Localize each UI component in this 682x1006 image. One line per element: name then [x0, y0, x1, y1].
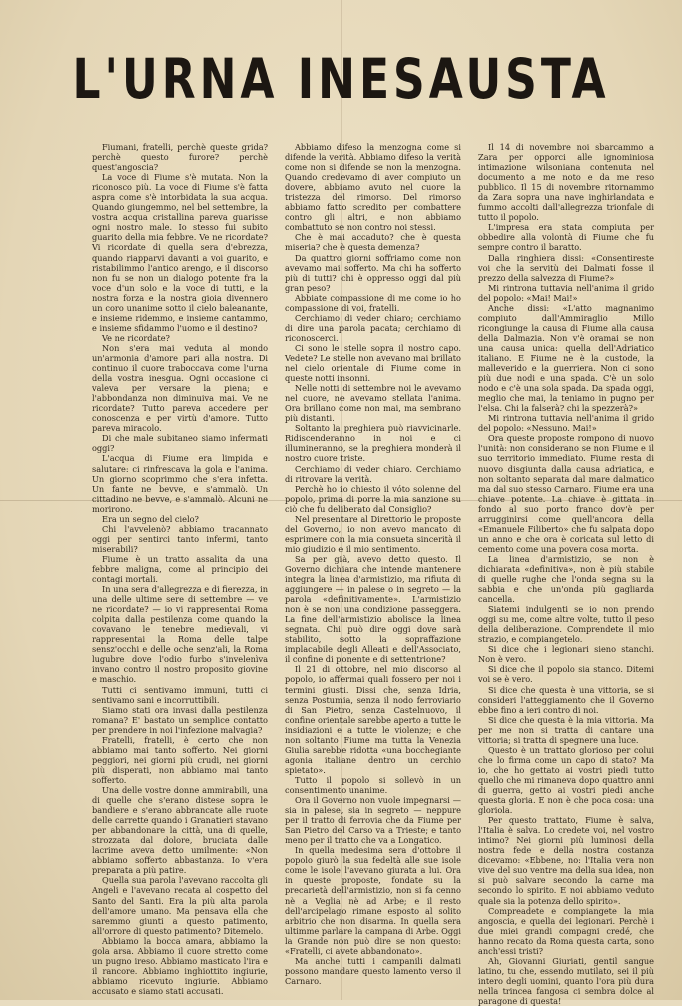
- article-paragraph: Tutti ci sentivamo immuni, tutti ci sentivamo sani e incorruttibili.: [92, 684, 268, 705]
- article-paragraph: Nelle notti di settembre noi le avevamo nel cuore, ne avevamo stellata l'anima. Ora brillano come non mai, ma sembrano più distanti.: [285, 383, 461, 424]
- article-paragraph: Ci sono le stelle sopra il nostro capo. Vedete? Le stelle non avevano mai brillato nel cielo orientale di Fiume come in queste notti insonni.: [285, 342, 461, 384]
- article-paragraph: Non s'era mai veduta al mondo un'armonia d'amore pari alla nostra. Di continuo il cuore traboccava come l'urna della vostra inesgua. Ogni occasione ci valeva per versare la piena; e l'abbondanza non diminuiva mai. Ve ne ricordate? Tutto pareva accedere per conoscenza e per virtù d'amore. Tutto pareva miracolo.: [92, 342, 268, 434]
- article-paragraph: Si dice che questa è la mia vittoria. Ma per me non si tratta di cantare una vittoria; si tratta di spegnere una luce.: [478, 714, 654, 745]
- article-paragraph: Questo è un trattato glorioso per colui che lo firma come un capo di stato? Ma io, che ho gettato ai vostri piedi tutto quello che mi rimaneva dopo quattro anni di guerra, getto ai vostri piedi anche questa gloria. E non è che poca cosa: una gloriola.: [478, 744, 654, 816]
- article-paragraph: Abbiamo difeso la menzogna come si difende la verità. Abbiamo difeso la verità come non si difende se non la menzogna. Quando credevamo di aver compiuto un dovere, abbiamo avuto nel cuore la tristezza del rimorso. Del rimorso abbiamo fatto scredito per combattere contro gli altri, e non abbiamo combattuto se non contro noi stessi.: [285, 142, 461, 233]
- article-paragraph: Quella sua parola l'avevano raccolta gli Angeli e l'avevano recata al cospetto del Santo del Santi. Era la più alta parola dell'amore umano. Ma pensava ella che saremmo giunti a questo patimento, all'orrore di questo patimento? Ditemelo.: [92, 875, 268, 936]
- article-paragraph: Cerchiamo di veder chiaro. Cerchiamo di ritrovare la verità.: [285, 463, 461, 484]
- article-paragraph: Fiumani, fratelli, perchè queste grida? perchè questo furore? perchè quest'angoscia?: [92, 142, 268, 173]
- article-paragraph: Fratelli, fratelli, è certo che non abbiamo mai tanto sofferto. Nei giorni peggiori, nei giorni più crudi, nei giorni più disperati, non abbiamo mai tanto sofferto.: [92, 734, 268, 785]
- article-paragraph: Mi rintrona tuttavia nell'anima il grido del popolo: «Nessuno. Mai!»: [478, 413, 654, 434]
- article-paragraph: Siamo stati ora invasi dalla pestilenza romana? E' bastato un semplice contatto per prendere in noi l'infezione malvagia?: [92, 704, 268, 735]
- article-paragraph: Che è mai accaduto? che è questa miseria? che è questa demenza?: [285, 232, 461, 253]
- article-paragraph: Per questo trattato, Fiume è salva, l'Italia è salva. Lo credete voi, nel vostro intimo? Nei giorni più luminosi della nostra fede e della nostra costanza dicevamo: «Ebbene, no: l'Italia vera non vive del suo ventre ma della sua idea, non si può salvare secondo la carne ma secondo lo spirito. E noi abbiamo veduto quale sia la potenza dello spirito».: [478, 815, 654, 906]
- article-paragraph: Ora il Governo non vuole impegnarsi — sia in palese, sia in segreto — neppure per il tratto di ferrovia che da Fiume per San Pietro del Carso va a Trieste; e tanto meno per il tratto che va a Longatico.: [285, 795, 461, 846]
- article-paragraph: Nel presentare al Direttorio le proposte del Governo, io non avevo mancato di esprimere con la mia consueta sincerità il mio giudizio e il mio sentimento.: [285, 513, 461, 554]
- article-paragraph: Da quattro giorni soffriamo come non avevamo mai sofferto. Ma chi ha sofferto più di tutti? chi è oppresso oggi dal più gran peso?: [285, 252, 461, 293]
- article-paragraph: Abbiamo la bocca amara, abbiamo la gola arsa. Abbiamo il cuore stretto come un pugno ireso. Abbiamo masticato l'ira e il rancore. Abbiamo inghiottito ingiurie, abbiamo ricevuto ingiurie. Abbiamo accusato e siamo stati accusati.: [92, 935, 268, 996]
- article-paragraph: L'impresa era stata compiuta per obbedire alla volontà di Fiume che fu sempre contro il baratto.: [478, 222, 654, 253]
- article-paragraph: Chi l'avvelenò? abbiamo tracannato oggi per sentirci tanto infermi, tanto miserabili?: [92, 523, 268, 554]
- article-paragraph: Perchè ho io chiesto il vóto solenne del popolo, prima di porre la mia sanzione su ciò che fu deliberato dal Consiglio?: [285, 483, 461, 514]
- article-paragraph: Tutto il popolo si sollevò in un consentimento unanime.: [285, 774, 461, 795]
- column-3: [478, 142, 654, 1006]
- column-2: [285, 142, 461, 1006]
- article-paragraph: Fiume è un tratto assalita da una febbre maligna, come al principio dei contagi mortali.: [92, 553, 268, 585]
- article-paragraph: Una delle vostre donne ammirabili, una di quelle che s'erano distese sopra le bandiere e s'erano abbrancate alle ruote delle carrette quando i Granatieri stavano per abbandonare la città, una di quelle, strozzata dal dolore, bruciata dalle lacrime aveva detto umilmente: «Non abbiamo sofferto abbastanza. Io v'era preparata a più patire.: [92, 785, 268, 876]
- headline: L'URNA INESAUSTA: [72, 48, 610, 112]
- article-paragraph: Anche dissi: «L'atto magnanimo compiuto dall'Ammiraglio Millo ricongiunge la causa di Fiume alla causa della Dalmazia. Non v'è oramai se non una causa unica: quella dell'Adriatico italiano. E Fiume ne è la custode, la malleverido e la guerriera. Non ci sono più due nodi e una spada. C'è un solo nodo e c'è una sola spada. Da spada oggi, meglio che mai, la teniamo in pugno per l'elsa. Chi la falserà? chi la spezzerà?»: [478, 302, 654, 414]
- article-paragraph: Ve ne ricordate?: [102, 332, 170, 343]
- article-paragraph: Si dice che il popolo sia stanco. Ditemi voi se è vero.: [478, 664, 654, 685]
- article-paragraph: L'acqua di Fiume era limpida e salutare: ci rinfrescava la gola e l'anima. Un giorno scoprimmo che s'era infetta. Un fante ne bevve, e s'ammalò. Un cittadino ne bevve, e s'ammalò. Alcuni ne morirono.: [92, 453, 268, 514]
- article-paragraph: In una sera d'allegrezza e di fierezza, in una delle ultime sere di settembre — ve ne ricordate? — io vi rappresentai Roma colpita dalla pestilenza come quando la covavano le tenebre medievali, vi rappresentai la Roma delle talpe sensz'occhi e delle oche senz'ali, la Roma lugubre dove l'odio furbo s'invelenìva invano contro il nostro proposito giovine e maschio.: [92, 584, 268, 685]
- article-paragraph: Sa per già, avevo detto questo. Il Governo dichiara che intende mantenere integra la linea d'armistizio, ma rifiuta di aggiungere — in palese o in segreto — la parola «definitivamente». L'armistizio non è se non una condizione passeggera. La fine dell'armistizio abolisce la linea segnata. Chi può dire oggi dove sarà stabilito, sotto la sopraffazione implacabile degli Alleati e dell'Associato, il confine di ponente e di settentrione?: [285, 553, 461, 665]
- article-paragraph: Soltanto la preghiera può riavvicinarle. Ridiscenderanno in noi e ci illumineranno, se la preghiera monderà il nostro cuore triste.: [285, 423, 461, 464]
- article-paragraph: Di che male subitaneo siamo infermati oggi?: [92, 433, 268, 454]
- article-paragraph: La voce di Fiume s'è mutata. Non la riconosco più. La voce di Fiume s'è fatta aspra come s'è intorbidata la sua acqua. Quando giungemmo, nel bel settembre, la vostra acqua cristallina pareva guarisse ogni nostro male. Io stesso fui subito guarito della mia febbre. Ve ne ricordate? Vi ricordate di quella sera d'ebrezza, quando riapparvi davanti a voi guarito, e ristabilimmo l'antico arengo, e il discorso non fu se non un dialogo potente fra la voce d'un solo e la voce di tutti, e la nostra forza e la nostra gioia divennero un coro unanime sotto il cielo baleanante, e insieme ridemmo, e insieme cantammo, e insieme sfidammo l'uomo e il destino?: [92, 172, 268, 333]
- article-paragraph: Ah, Giovanni Giuriati, gentil sangue latino, tu che, essendo mutilato, sei il più intero degli uomini, quanto l'ora più dura nella trincea fangosa ci sembra dolce al paragone di questa!: [478, 955, 654, 1006]
- article-paragraph: La linea d'armistizio, se non è dichiarata «definitiva», non è più stabile di quelle rughe che l'onda segna su la sabbia e che un'onda più gagliarda cancella.: [478, 553, 654, 605]
- article-paragraph: Ora queste proposte rompono di nuovo l'unità: non considerano se non Fiume e il suo territorio immediato. Fiume resta di nuovo disgiunta dalla causa adriatica, e non soltanto separata dal mare dalmatico ma dal suo stesso Carnaro. Fiume era una chiave potente. La chiave è gittata in fondo al suo porto franco dov'è per arrugginirsi come quell'ancora della «Emanuele Filiberto» che fu salpata dopo un anno e che ora è coricata sul letto di cemento come una povera cosa morta.: [478, 433, 654, 554]
- article-paragraph: Cerchiamo di veder chiaro; cerchiamo di dire una parola pacata; cerchiamo di riconoscerci.: [285, 312, 461, 343]
- article-paragraph: Mi rintrona tuttavia nell'anima il grido del popolo: «Mai! Mai!»: [478, 282, 654, 303]
- article-paragraph: Ma anche tutti i campanili dalmati possono mandare questo lamento verso il Carnaro.: [285, 955, 461, 986]
- article-paragraph: Il 21 di ottobre, nel mio discorso al popolo, io affermai quali fossero per noi i termini giusti. Dissi che, senza Idria, senza Postumia, senza il nodo ferroviario di San Pietro, senza Castelnuovo, il confine orientale sarebbe aperto a tutte le insidiazioni e a tutte le violenze; e che non soltanto Fiume ma tutta la Venezia Giulia sarebbe ridotta «una bocchegiante agonia italiane dentro un cerchio spietato».: [285, 664, 461, 775]
- article-paragraph: Il 14 di novembre noi sbarcammo a Zara per opporci alle ignominiosa intimazione wilsoniana contenuta nel documento a me noto e da me reso pubblico. Il 15 di novembre ritornammo da Zara sopra una nave inghirlandata e fummo accolti dall'allegrezza trionfale di tutto il popolo.: [478, 142, 654, 223]
- article-paragraph: Era un segno del cielo?: [102, 513, 199, 524]
- article-paragraph: Si dice che i legionari sieno stanchi. Non è vero.: [478, 644, 654, 665]
- article-paragraph: Si dice che questa è una vittoria, se si consideri l'atteggiamento che il Governo ebbe fino a ieri contro di noi.: [478, 684, 654, 715]
- article-paragraph: Abbiate compassione di me come io ho compassione di voi, fratelli.: [285, 292, 461, 313]
- column-1: [92, 142, 268, 1006]
- article-paragraph: Compreadete e compiangete la mia angoscia, e quella dei legionari. Perchè i due miei grandi compagni credé, che hanno recato da Roma questa carta, sono anch'essi tristi?: [478, 905, 654, 956]
- article-columns: [92, 142, 664, 1006]
- article-paragraph: Dalla ringhiera dissi: «Consentireste voi che la servitù dei Dalmati fosse il prezzo della salvezza di Fiume?»: [478, 252, 654, 283]
- article-paragraph: Siatemi indulgenti se io non prendo oggi su me, come altre volte, tutto il peso della deliberazione. Comprendete il mio strazio, e compiangetelo.: [478, 604, 654, 645]
- article-paragraph: In quella medesima sera d'ottobre il popolo giurò la sua fedeltà alle sue isole come le isole l'avevano giurata a lui. Ora in queste proposte, fondate su la precarietà dell'armistizio, non si fa cenno nè a Veglia nè ad Arbe; e il resto dell'arcipelago rimane esposto al solito arbitrio che non disarma. In quella sera ultimme parlare la campana di Arbe. Oggi la Grande non può dire se non questo: «Fratelli, ci avete abbandonato».: [285, 845, 461, 956]
